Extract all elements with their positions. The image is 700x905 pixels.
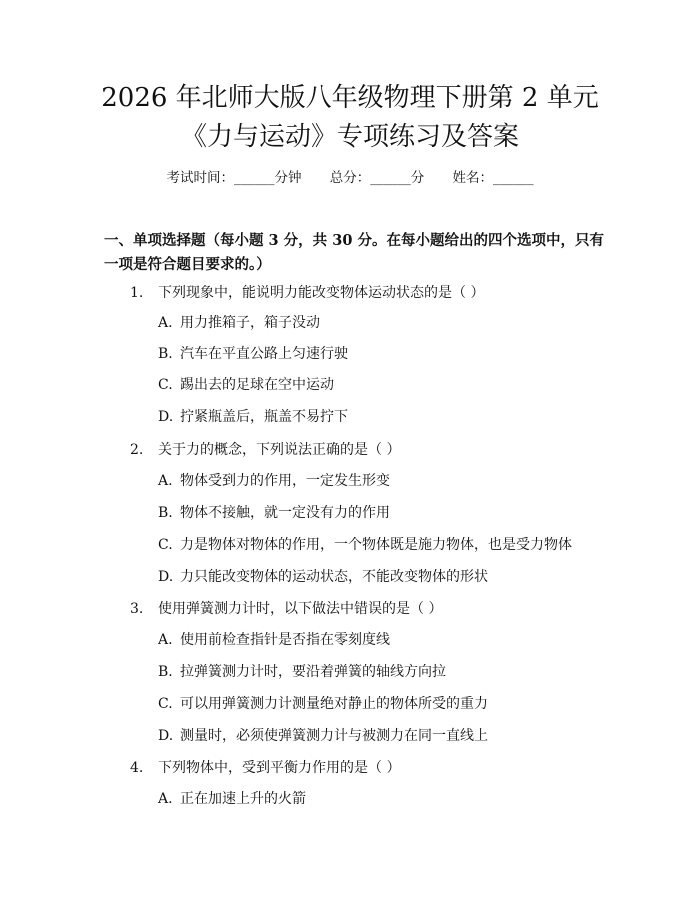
option-text: 物体受到力的作用，一定发生形变 [180,473,390,489]
option-letter: C. [158,377,173,393]
question-text: 下列物体中，受到平衡力作用的是（ ） [158,760,401,776]
option-2c [158,535,572,555]
option-text: 使用前检查指针是否指在零刻度线 [180,632,390,648]
option-letter: A. [158,632,173,648]
option-letter: B. [158,346,173,362]
student-name-label: 姓名： [452,170,494,186]
option-1b [158,344,348,364]
total-score-unit: 分 [410,170,425,186]
option-2d [158,567,488,587]
question-number: 4. [130,760,144,776]
option-text: 正在加速上升的火箭 [180,791,306,807]
option-2b [158,503,390,523]
exam-time-blank: ______ [233,170,275,186]
option-3d [158,726,488,746]
option-text: 用力推箱子，箱子没动 [180,315,320,331]
option-letter: A. [158,315,173,331]
total-score-label: 总分： [329,170,371,186]
option-text: 测量时，必须使弹簧测力计与被测力在同一直线上 [180,728,488,744]
question-number: 2. [130,442,144,458]
option-text: 力是物体对物体的作用，一个物体既是施力物体，也是受力物体 [180,537,572,553]
total-score-blank: ______ [370,170,411,186]
student-name-field [453,168,534,188]
option-letter: C. [158,537,173,553]
question-number: 3. [130,601,144,617]
option-letter: B. [158,505,173,521]
option-text: 踢出去的足球在空中运动 [180,377,334,393]
option-text: 拧紧瓶盖后，瓶盖不易拧下 [180,409,348,425]
option-3b [158,662,446,682]
option-1c [158,375,334,395]
question-text: 使用弹簧测力计时，以下做法中错误的是（ ） [158,601,443,617]
option-1d [158,407,348,427]
option-1a [158,313,320,333]
option-text: 可以用弹簧测力计测量绝对静止的物体所受的重力 [180,696,488,712]
option-letter: D. [158,728,174,744]
student-name-blank: ______ [493,170,534,186]
option-4a [158,789,306,809]
title-line-1: 2026 年北师大版八年级物理下册第 2 单元 [101,83,599,113]
option-letter: B. [158,664,173,680]
total-score-field [330,168,425,188]
exam-time-unit: 分钟 [274,170,302,186]
question-text: 下列现象中，能说明力能改变物体运动状态的是（ ） [158,285,485,301]
question-1 [130,283,484,303]
question-2 [130,440,400,460]
option-letter: A. [158,473,173,489]
title-line-2: 《力与运动》专项练习及答案 [180,122,519,152]
question-number: 1. [130,285,144,301]
option-3c [158,694,488,714]
option-text: 汽车在平直公路上匀速行驶 [180,346,348,362]
option-letter: A. [158,791,173,807]
option-text: 力只能改变物体的运动状态，不能改变物体的形状 [180,569,488,585]
exam-info-bar [0,168,700,188]
exam-time-label: 考试时间： [166,170,234,186]
option-text: 拉弹簧测力计时，要沿着弹簧的轴线方向拉 [180,664,446,680]
option-2a [158,471,390,491]
exam-time-field [166,168,301,188]
section-heading: 一、单项选择题（每小题 3 分，共 30 分。在每小题给出的四个选项中，只有一项是符合题目要求的。） [104,232,604,273]
option-letter: D. [158,409,174,425]
question-4 [130,758,400,778]
option-letter: C. [158,696,173,712]
option-letter: D. [158,569,174,585]
question-text: 关于力的概念，下列说法正确的是（ ） [158,442,401,458]
option-3a [158,630,390,650]
question-3 [130,599,442,619]
option-text: 物体不接触，就一定没有力的作用 [180,505,390,521]
